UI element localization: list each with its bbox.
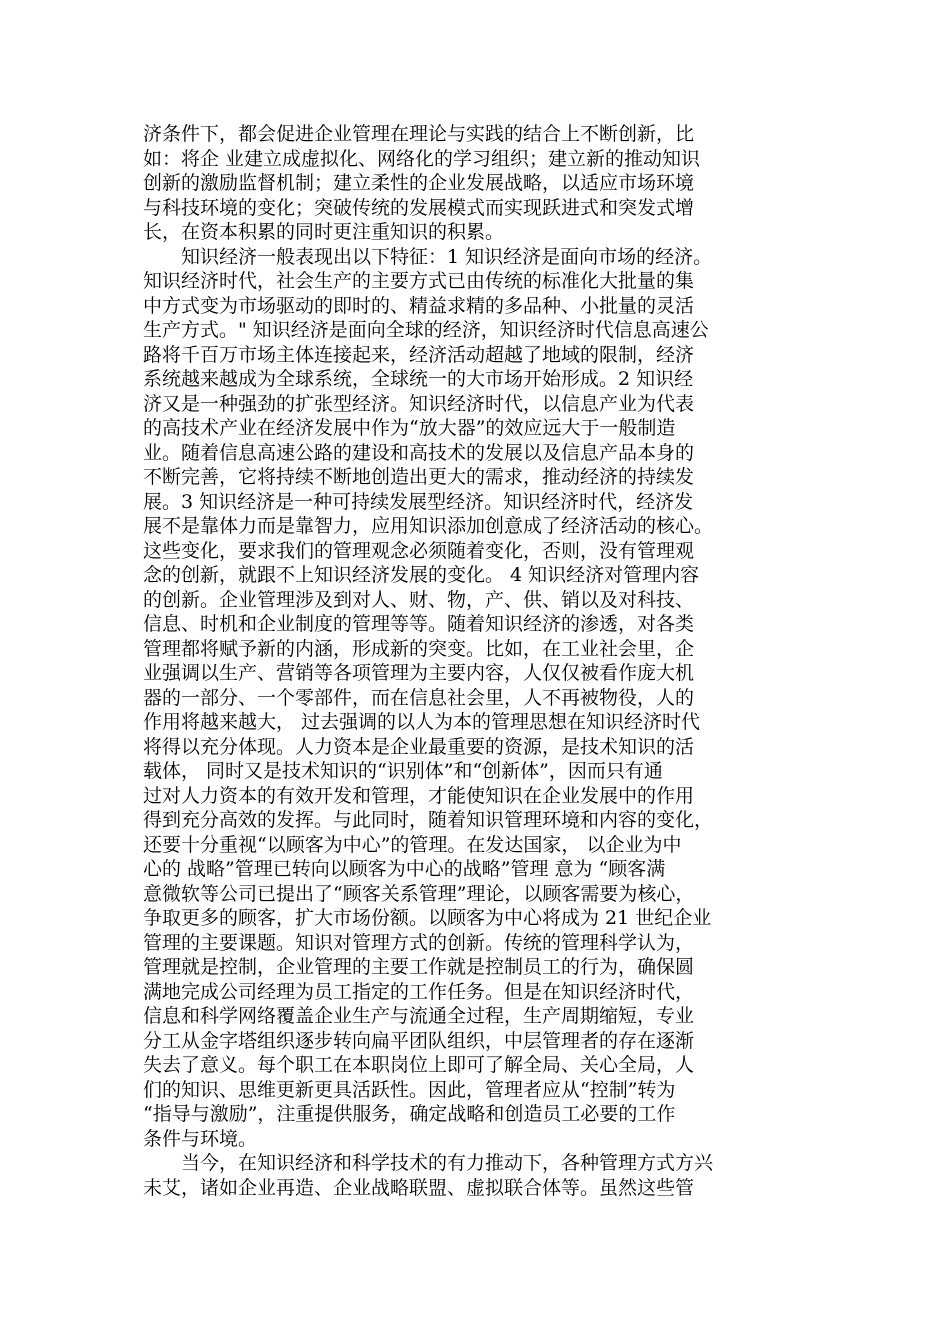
document-body-text [143, 122, 823, 1200]
text-line: 济条件下，都会促进企业管理在理论与实践的结合上不断创新，比 [143, 123, 695, 145]
text-line: 路将千百万市场主体连接起来，经济活动超越了地域的限制，经济 [143, 343, 695, 366]
text-line: 这些变化，要求我们的管理观念必须随着变化，否则，没有管理观 [143, 539, 695, 562]
text-line: 未艾，诸如企业再造、企业战略联盟、虚拟联合体等。虽然这些管 [143, 1176, 695, 1199]
text-line: 过对人力资本的有效开发和管理，才能使知识在企业发展中的作用 [143, 784, 695, 807]
text-line: 们的知识、思维更新更具活跃性。因此，管理者应从“控制”转为 [143, 1078, 676, 1101]
text-line: 失去了意义。每个职工在本职岗位上即可了解全局、关心全局，人 [143, 1054, 695, 1076]
text-line: 知识经济时代，社会生产的主要方式已由传统的标准化大批量的集 [143, 270, 695, 292]
text-line: 展。3 知识经济是一种可持续发展型经济。知识经济时代，经济发 [143, 490, 694, 513]
text-line: 系统越来越成为全球系统，全球统一的大市场开始形成。2 知识经 [143, 368, 694, 390]
text-line: 管理的主要课题。知识对管理方式的创新。传统的管理科学认为， [143, 931, 695, 954]
text-line: 心的 战略”管理已转向以顾客为中心的战略”管理 意为 “顾客满 [143, 858, 666, 880]
text-line: 当今，在知识经济和科学技术的有力推动下，各种管理方式方兴 [143, 1152, 714, 1174]
text-line: 信息和科学网络覆盖企业生产与流通全过程，生产周期缩短，专业 [143, 1005, 695, 1027]
text-line: 满地完成公司经理为员工指定的工作任务。但是在知识经济时代， [143, 980, 695, 1003]
text-line: 知识经济一般表现出以下特征：1 知识经济是面向市场的经济。 [143, 245, 713, 268]
text-line: 争取更多的顾客，扩大市场份额。以顾客为中心将成为 21 世纪企业 [143, 907, 712, 929]
text-line: 意微软等公司已提出了“顾客关系管理”理论，以顾客需要为核心， [143, 882, 695, 905]
text-line: 载体， 同时又是技术知识的“识别体”和“创新体”，因而只有通 [143, 760, 663, 782]
text-line: 管理就是控制，企业管理的主要工作就是控制员工的行为，确保圆 [143, 956, 695, 978]
text-line: 中方式变为市场驱动的即时的、精益求精的多品种、小批量的灵活 [143, 294, 695, 317]
text-line: 业强调以生产、营销等各项管理为主要内容，人仅仅被看作庞大机 [143, 662, 695, 684]
text-line: 的创新。企业管理涉及到对人、财、物，产、供、销以及对科技、 [143, 588, 695, 611]
text-line: 的高技术产业在经济发展中作为“放大器”的效应远大于一般制造 [143, 417, 676, 439]
text-line: 得到充分高效的发挥。与此同时，随着知识管理环境和内容的变化， [143, 809, 714, 831]
text-line: “指导与激励”，注重提供服务，确定战略和创造员工必要的工作 [143, 1103, 676, 1125]
text-line: 念的创新，就跟不上知识经济发展的变化。 4 知识经济对管理内容 [143, 564, 700, 586]
text-line: 作用将越来越大， 过去强调的以人为本的管理思想在知识经济时代 [143, 711, 701, 733]
text-line: 信息、时机和企业制度的管理等等。随着知识经济的渗透，对各类 [143, 613, 695, 635]
text-line: 将得以充分体现。人力资本是企业最重要的资源，是技术知识的活 [143, 735, 695, 758]
text-line: 管理都将赋予新的内涵，形成新的突变。比如，在工业社会里，企 [143, 637, 695, 660]
text-line: 条件与环境。 [143, 1127, 258, 1150]
text-line: 业。随着信息高速公路的建设和高技术的发展以及信息产品本身的 [143, 441, 695, 464]
text-line: 生产方式。" 知识经济是面向全球的经济，知识经济时代信息高速公 [143, 319, 709, 341]
text-line: 还要十分重视“以顾客为中心”的管理。在发达国家， 以企业为中 [143, 833, 682, 856]
text-line: 展不是靠体力而是靠智力，应用知识添加创意成了经济活动的核心。 [143, 515, 714, 537]
text-line: 创新的激励监督机制；建立柔性的企业发展战略，以适应市场环境 [143, 172, 695, 194]
text-line: 济又是一种强劲的扩张型经济。知识经济时代，以信息产业为代表 [143, 392, 695, 415]
text-line: 分工从金字塔组织逐步转向扁平团队组织，中层管理者的存在逐渐 [143, 1029, 695, 1052]
text-line: 如：将企 业建立成虚拟化、网络化的学习组织；建立新的推动知识 [143, 147, 701, 170]
text-line: 不断完善，它将持续不断地创造出更大的需求，推动经济的持续发 [143, 466, 695, 488]
text-line: 器的一部分、一个零部件，而在信息社会里，人不再被物役，人的 [143, 686, 695, 709]
text-line: 与科技环境的变化；突破传统的发展模式而实现跃进式和突发式增 [143, 196, 695, 219]
text-line: 长，在资本积累的同时更注重知识的积累。 [143, 221, 505, 243]
